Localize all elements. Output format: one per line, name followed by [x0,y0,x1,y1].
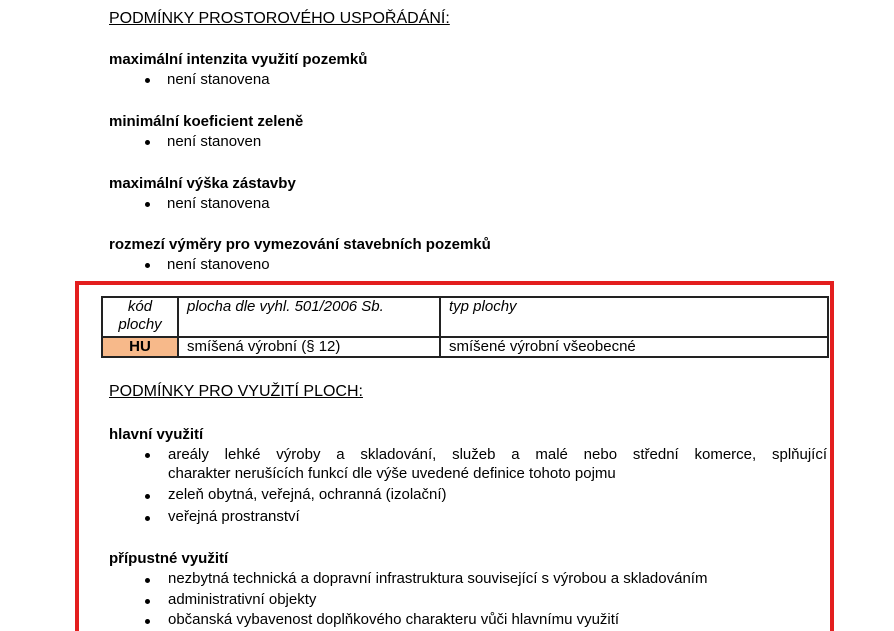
bullet-icon [145,453,150,458]
value-zelen: není stanoven [167,133,262,150]
heading-vymera: rozmezí výměry pro vymezování stavebních pozemků [109,236,491,253]
bullet-icon [145,619,150,624]
bullet-icon [145,202,150,207]
heading-zelen: minimální koeficient zeleně [109,113,304,130]
table-header-row [102,297,828,337]
list-item-hlavni-1: areály lehké výroby a skladování, služeb a malé nebo střední komerce, splňující [168,446,827,463]
heading-vyska: maximální výška zástavby [109,175,296,192]
bullet-icon [145,599,150,604]
list-item-pripustne-1: nezbytná technická a dopravní infrastruktura související s výrobou a skladováním [168,570,708,587]
section-title-prostorove: PODMÍNKY PROSTOROVÉHO USPOŘÁDÁNÍ: [109,10,450,27]
value-vymera: není stanoveno [167,256,270,273]
list-item-pripustne-3: občanská vybavenost doplňkového charakteru vůči hlavnímu využití [168,611,620,628]
section-title-vyuziti: PODMÍNKY PRO VYUŽITÍ PLOCH: [109,383,363,400]
value-vyska: není stanovena [167,195,270,212]
header-typ: typ plochy [440,297,828,337]
plochy-table [101,296,829,358]
bullet-icon [145,578,150,583]
bullet-icon [145,494,150,499]
heading-pripustne: přípustné využití [109,550,229,567]
header-plocha: plocha dle vyhl. 501/2006 Sb. [178,297,440,337]
cell-code: HU [102,337,178,357]
list-item-hlavni-2: zeleň obytná, veřejná, ochranná (izolační) [168,486,447,503]
value-intenzita: není stanovena [167,71,270,88]
bullet-icon [145,516,150,521]
table-row [102,337,828,357]
bullet-icon [145,140,150,145]
list-item-pripustne-2: administrativní objekty [168,591,317,608]
header-kod: kód plochy [102,297,178,337]
heading-intenzita: maximální intenzita využití pozemků [109,51,368,68]
list-item-hlavni-1-cont: charakter nerušících funkcí dle výše uvedené definice tohoto pojmu [168,465,616,482]
cell-plocha: smíšená výrobní (§ 12) [178,337,440,357]
cell-typ: smíšené výrobní všeobecné [440,337,828,357]
heading-hlavni: hlavní využití [109,426,204,443]
list-item-hlavni-3: veřejná prostranství [168,508,300,525]
bullet-icon [145,263,150,268]
bullet-icon [145,78,150,83]
